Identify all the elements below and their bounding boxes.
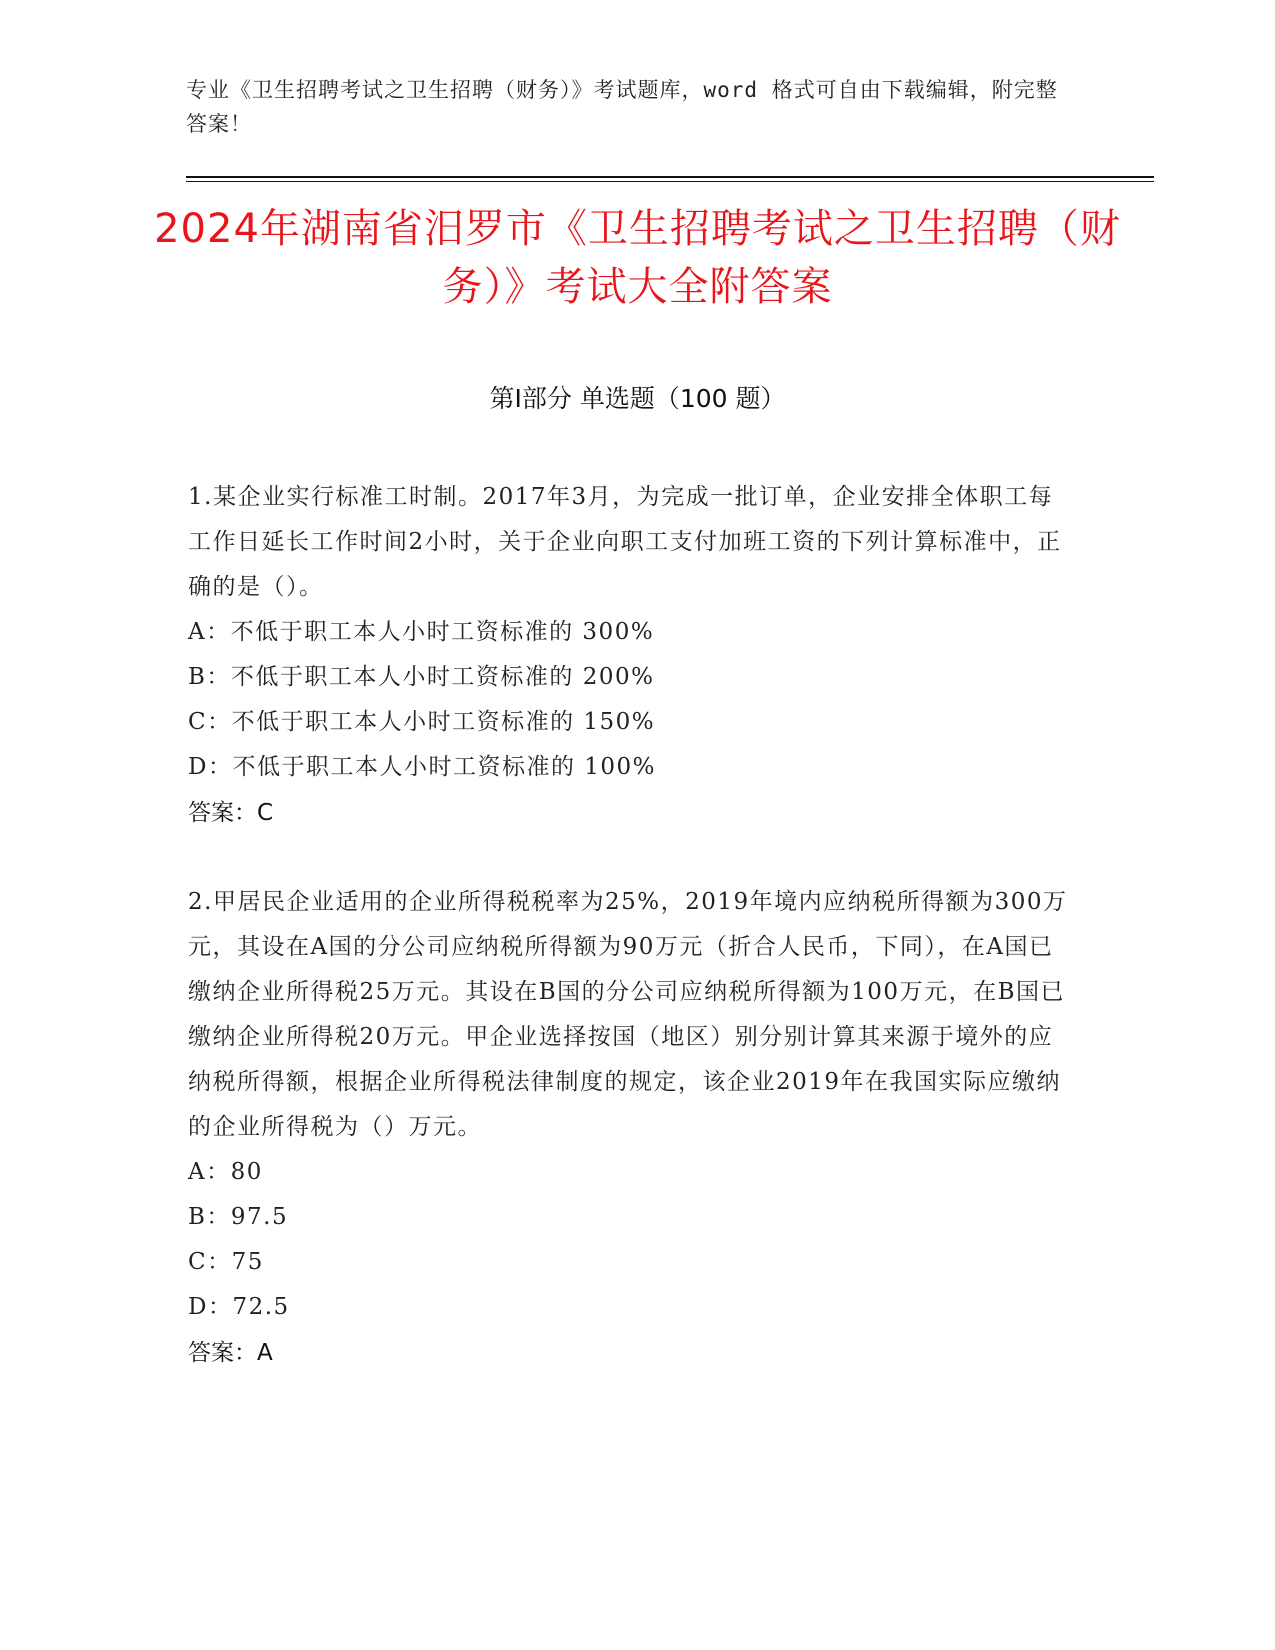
header-rule-thin [186, 181, 1154, 182]
option-c: C：75 [188, 1249, 264, 1275]
option-b: B：97.5 [188, 1204, 289, 1230]
question-1 [188, 475, 1068, 836]
answer: 答案：C [188, 800, 274, 826]
question-2 [188, 880, 1068, 1376]
section-title: 第Ⅰ部分 单选题（100 题） [489, 384, 786, 413]
option-c: C：不低于职工本人小时工资标准的 150% [188, 709, 656, 735]
option-a: A：不低于职工本人小时工资标准的 300% [188, 619, 655, 645]
header-note: 专业《卫生招聘考试之卫生招聘（财务）》考试题库，word 格式可自由下载编辑，附完整答案！ [186, 78, 1058, 136]
document-title: 2024年湖南省汨罗市《卫生招聘考试之卫生招聘（财务）》考试大全附答案 [154, 206, 1121, 310]
answer: 答案：A [188, 1340, 273, 1366]
option-b: B：不低于职工本人小时工资标准的 200% [188, 664, 655, 690]
question-stem: 1.某企业实行标准工时制。2017年3月，为完成一批订单，企业安排全体职工每工作日延长工作时间2小时，关于企业向职工支付加班工资的下列计算标准中，正确的是（）。 [188, 484, 1062, 600]
option-d: D：不低于职工本人小时工资标准的 100% [188, 754, 657, 780]
question-stem: 2.甲居民企业适用的企业所得税税率为25%，2019年境内应纳税所得额为300万元，其设在A国的分公司应纳税所得额为90万元（折合人民币，下同），在A国已缴纳企业所得税25万元。其设在B国的分公司应纳税所得额为100万元，在B国已缴纳企业所得税20万元。甲企业选择按国（地区）别分别计算其来源于境外的应纳税所得额，根据企业所得税法律制度的规定，该企业2019年在我国实际应缴纳的企业所得税为（）万元。 [188, 889, 1068, 1140]
option-d: D：72.5 [188, 1294, 290, 1320]
option-a: A：80 [188, 1159, 263, 1185]
header-rule-thick [186, 176, 1154, 178]
